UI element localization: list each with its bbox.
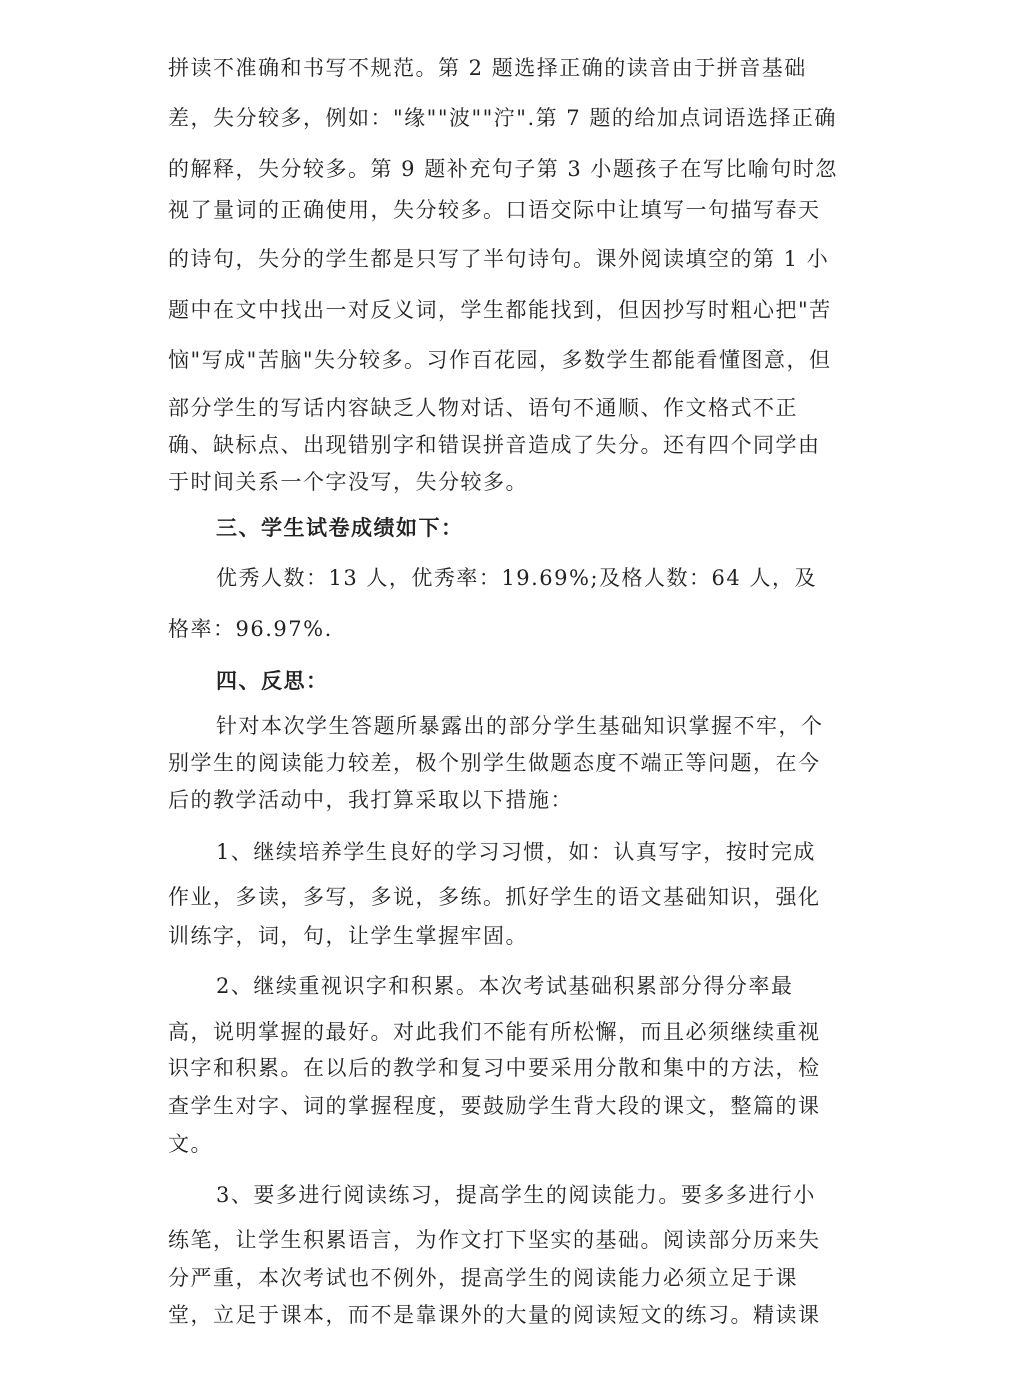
paragraph-line: 题中在文中找出一对反义词，学生都能找到，但因抄写时粗心把"苦 <box>168 298 832 322</box>
paragraph-line: 部分学生的写话内容缺乏人物对话、语句不通顺、作文格式不正 <box>168 396 798 420</box>
measure-3-line: 练笔，让学生积累语言，为作文打下坚实的基础。阅读部分历来失 <box>168 1228 821 1252</box>
paragraph-line: 确、缺标点、出现错别字和错误拼音造成了失分。还有四个同学由 <box>168 433 821 457</box>
scores-line: 格率：96.97%. <box>168 617 333 641</box>
measure-1-line: 作业，多读，多写，多说，多练。抓好学生的语文基础知识，强化 <box>168 885 821 909</box>
measure-2-line: 识字和积累。在以后的教学和复习中要采用分散和集中的方法，检 <box>168 1056 821 1080</box>
measure-2-line: 查学生对字、词的掌握程度，要鼓励学生背大段的课文，整篇的课 <box>168 1094 821 1118</box>
measure-1-line: 1、继续培养学生良好的学习习惯，如：认真写字，按时完成 <box>216 840 816 864</box>
measure-2-line: 文。 <box>168 1132 213 1156</box>
scores-line: 优秀人数：13 人，优秀率：19.69%;及格人数：64 人，及 <box>216 566 817 590</box>
paragraph-line: 差，失分较多，例如："缘""波""泞".第 7 题的给加点词语选择正确 <box>168 106 837 130</box>
measure-1-line: 训练字，词，句，让学生掌握牢固。 <box>168 924 528 948</box>
measure-2-line: 2、继续重视识字和积累。本次考试基础积累部分得分率最 <box>216 974 794 998</box>
measure-3-line: 分严重，本次考试也不例外，提高学生的阅读能力必须立足于课 <box>168 1266 798 1290</box>
measure-2-line: 高，说明掌握的最好。对此我们不能有所松懈，而且必须继续重视 <box>168 1020 821 1044</box>
paragraph-line: 的诗句，失分的学生都是只写了半句诗句。课外阅读填空的第 1 小 <box>168 247 830 271</box>
paragraph-line: 恼"写成"苦脑"失分较多。习作百花园，多数学生都能看懂图意，但 <box>168 348 832 372</box>
section-heading-scores: 三、学生试卷成绩如下： <box>216 515 464 540</box>
reflection-line: 针对本次学生答题所暴露出的部分学生基础知识掌握不牢，个 <box>216 714 824 738</box>
paragraph-line: 的解释，失分较多。第 9 题补充句子第 3 小题孩子在写比喻句时忽 <box>168 157 838 181</box>
reflection-line: 别学生的阅读能力较差，极个别学生做题态度不端正等问题，在今 <box>168 751 821 775</box>
measure-3-line: 3、要多进行阅读练习，提高学生的阅读能力。要多多进行小 <box>216 1183 816 1207</box>
paragraph-line: 视了量词的正确使用，失分较多。口语交际中让填写一句描写春天 <box>168 198 821 222</box>
section-heading-reflection: 四、反思： <box>216 668 329 693</box>
measure-3-line: 堂，立足于课本，而不是靠课外的大量的阅读短文的练习。精读课 <box>168 1303 821 1327</box>
paragraph-line: 于时间关系一个字没写，失分较多。 <box>168 470 528 494</box>
paragraph-line: 拼读不准确和书写不规范。第 2 题选择正确的读音由于拼音基础 <box>168 56 807 80</box>
reflection-line: 后的教学活动中，我打算采取以下措施： <box>168 788 573 812</box>
